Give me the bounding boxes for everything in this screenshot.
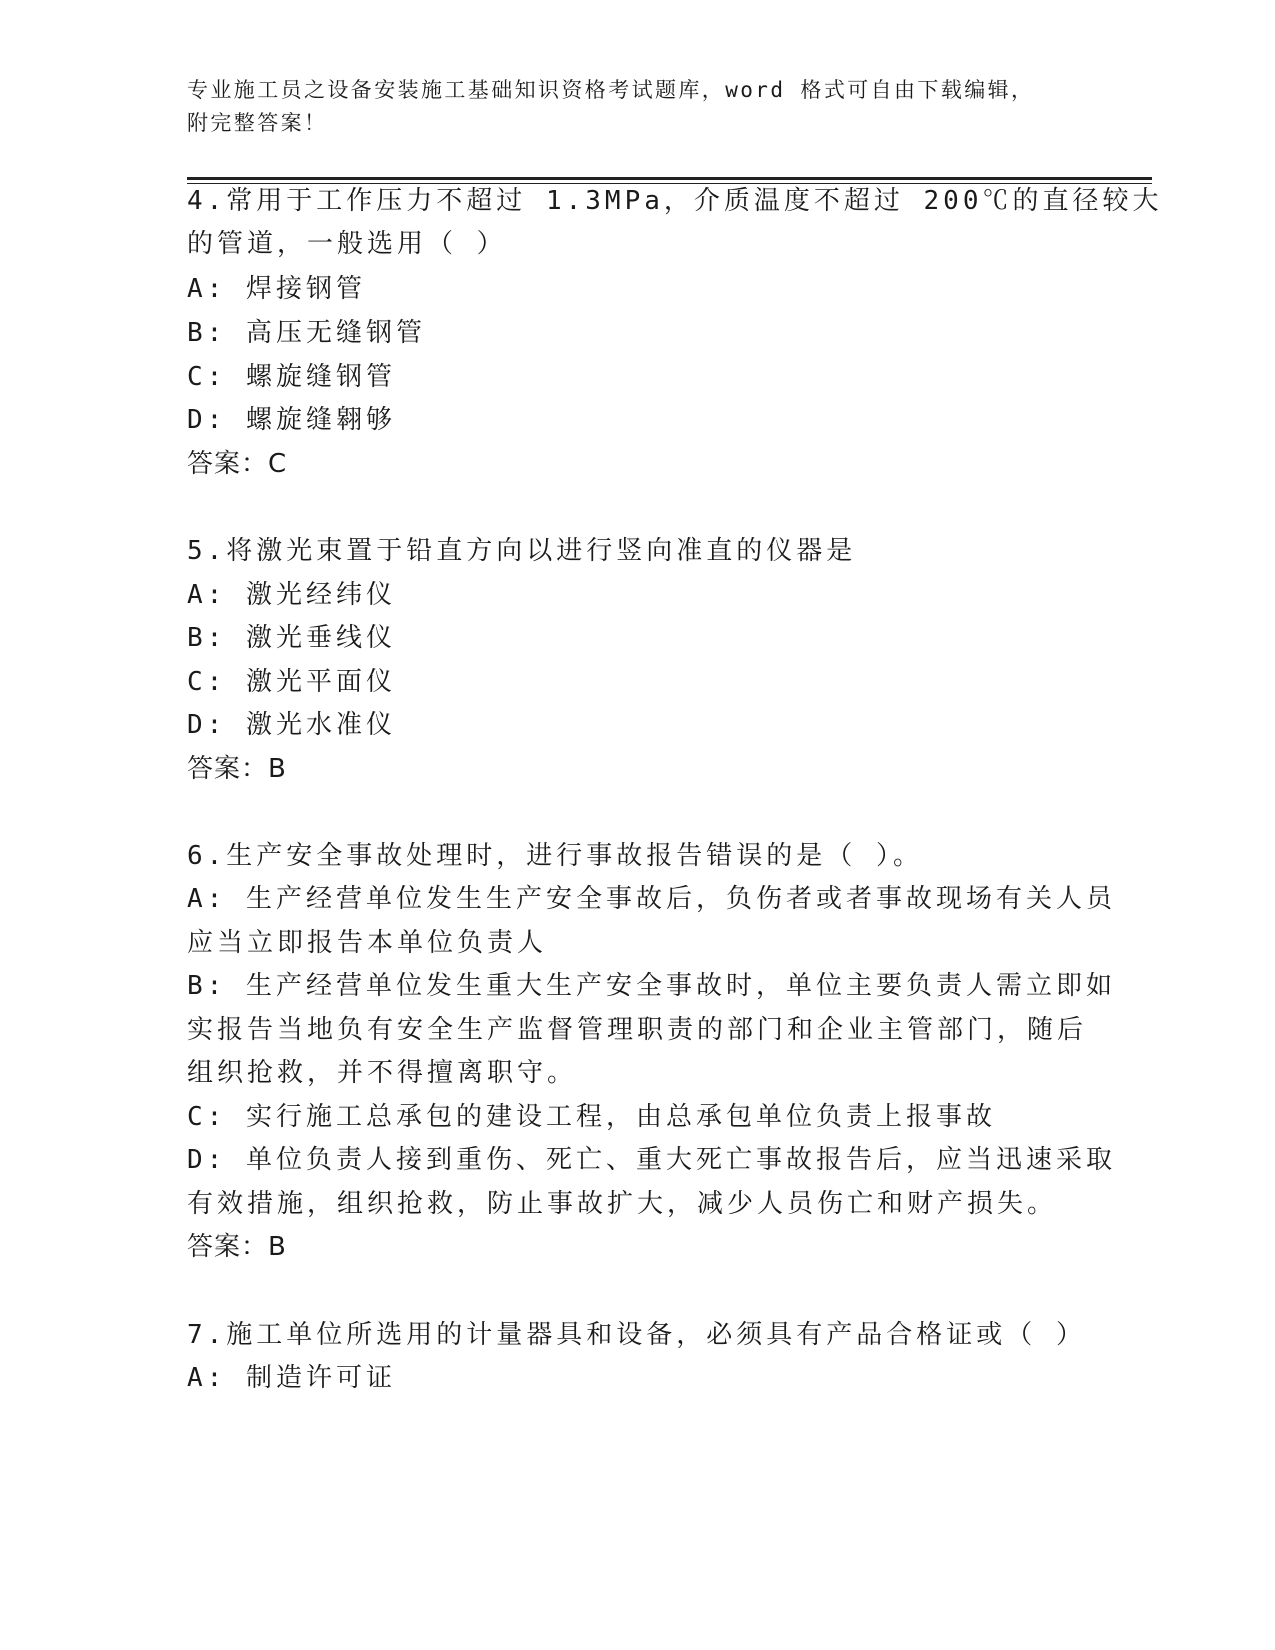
q6-option-b-line-3: 组织抢救，并不得擅离职守。 <box>187 1058 578 1088</box>
q5-option-c: C: 激光平面仪 <box>187 667 396 697</box>
header-line-1: 专业施工员之设备安装施工基础知识资格考试题库，word 格式可自由下载编辑， <box>187 78 1035 102</box>
q4-stem-line-1: 4.常用于工作压力不超过 1.3MPa，介质温度不超过 200℃的直径较大 <box>187 186 1163 216</box>
q5-stem-line-1: 5.将激光束置于铅直方向以进行竖向准直的仪器是 <box>187 536 857 566</box>
q7-stem-line-1: 7.施工单位所选用的计量器具和设备，必须具有产品合格证或（ ） <box>187 1320 1086 1350</box>
q6-option-a-line-2: 应当立即报告本单位负责人 <box>187 928 548 958</box>
q5-option-b: B: 激光垂线仪 <box>187 623 396 653</box>
document-header <box>187 74 1067 140</box>
q6-option-b-line-1: B: 生产经营单位发生重大生产安全事故时，单位主要负责人需立即如 <box>187 971 1116 1001</box>
q4-option-a: A: 焊接钢管 <box>187 274 366 304</box>
header-line-2: 附完整答案！ <box>187 111 328 135</box>
q4-answer: 答案：C <box>187 449 288 479</box>
q4-option-c: C: 螺旋缝钢管 <box>187 362 396 392</box>
q6-option-d-line-2: 有效措施，组织抢救，防止事故扩大，减少人员伤亡和财产损失。 <box>187 1189 1058 1219</box>
q5-option-a: A: 激光经纬仪 <box>187 580 396 610</box>
q6-answer: 答案：B <box>187 1232 287 1262</box>
q6-option-b-line-2: 实报告当地负有安全生产监督管理职责的部门和企业主管部门，随后 <box>187 1015 1088 1045</box>
q4-option-b: B: 高压无缝钢管 <box>187 318 426 348</box>
header-divider-thin <box>187 183 1152 184</box>
q6-option-c: C: 实行施工总承包的建设工程，由总承包单位负责上报事故 <box>187 1102 996 1132</box>
q6-option-a-line-1: A: 生产经营单位发生生产安全事故后，负伤者或者事故现场有关人员 <box>187 884 1116 914</box>
q5-answer: 答案：B <box>187 754 287 784</box>
q4-option-d: D: 螺旋缝翱够 <box>187 405 396 435</box>
q4-stem-line-2: 的管道，一般选用（ ） <box>187 229 507 259</box>
q6-stem-line-1: 6.生产安全事故处理时，进行事故报告错误的是（ ）。 <box>187 841 923 871</box>
header-divider-thick <box>187 177 1152 180</box>
q5-option-d: D: 激光水准仪 <box>187 710 396 740</box>
q7-option-a: A: 制造许可证 <box>187 1363 396 1393</box>
q6-option-d-line-1: D: 单位负责人接到重伤、死亡、重大死亡事故报告后，应当迅速采取 <box>187 1145 1116 1175</box>
